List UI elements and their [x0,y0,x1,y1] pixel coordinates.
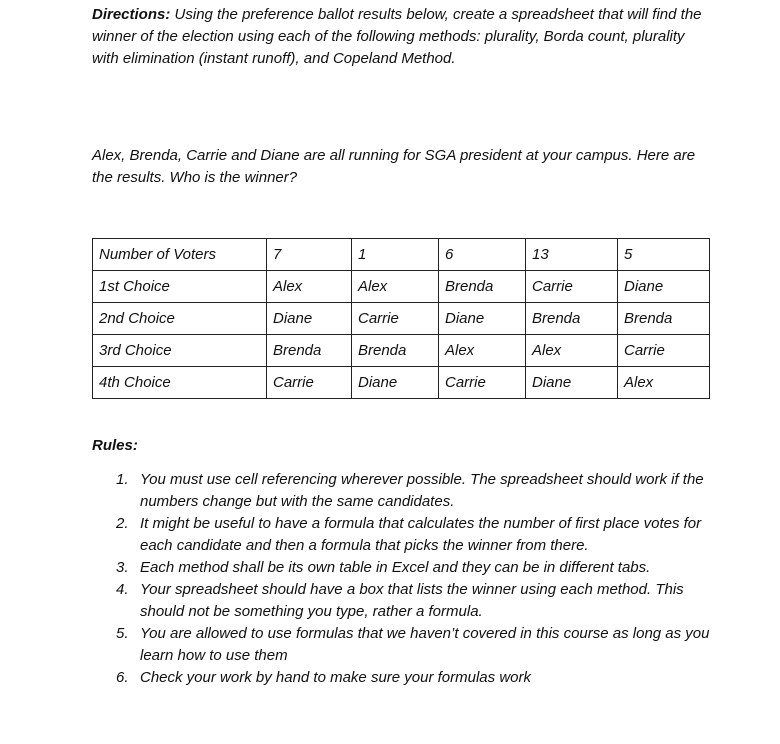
table-cell: 1 [352,239,439,271]
directions-paragraph [92,4,702,70]
table-cell: Carrie [526,271,618,303]
table-cell: 4th Choice [93,367,267,399]
table-cell: 1st Choice [93,271,267,303]
table-cell: Alex [439,335,526,367]
table-cell: Brenda [618,303,710,335]
table-cell: Brenda [352,335,439,367]
table-cell: Diane [439,303,526,335]
table-cell: Carrie [439,367,526,399]
directions-label: Directions: [92,6,171,23]
table-cell: Carrie [352,303,439,335]
list-text: It might be useful to have a formula that calculates the number of first place votes for each candidate and then a formula that picks the winner from there. [140,515,702,554]
table-cell: Brenda [439,271,526,303]
table-cell: Alex [618,367,710,399]
table-cell: Carrie [618,335,710,367]
list-item [92,623,732,667]
intro-paragraph: Alex, Brenda, Carrie and Diane are all running for SGA president at your campus. Here are the results. Who is the winner? [92,147,696,186]
list-text: Your spreadsheet should have a box that lists the winner using each method. This should not be something you type, rather a formula. [140,581,684,620]
table-cell: 6 [439,239,526,271]
rules-list [92,469,732,689]
table-cell: Alex [526,335,618,367]
list-item [92,557,732,579]
list-item [92,469,732,513]
table-row-4th-choice [93,367,710,399]
table-cell: Diane [267,303,352,335]
table-cell: 13 [526,239,618,271]
rules-heading: Rules: [92,437,138,454]
table-cell: Diane [526,367,618,399]
table-cell: 3rd Choice [93,335,267,367]
table-cell: Carrie [267,367,352,399]
list-number: 5. [116,625,129,642]
table-cell: Number of Voters [93,239,267,271]
table-cell: 2nd Choice [93,303,267,335]
table-row-1st-choice [93,271,710,303]
table-row-voters [93,239,710,271]
table-row-2nd-choice [93,303,710,335]
preference-ballot-table [92,238,710,399]
table-cell: Brenda [267,335,352,367]
table-cell: Diane [352,367,439,399]
list-item [92,579,732,623]
table-cell: Brenda [526,303,618,335]
table-cell: Diane [618,271,710,303]
list-number: 1. [116,471,129,488]
list-text: Check your work by hand to make sure your formulas work [140,669,531,686]
list-text: You are allowed to use formulas that we haven’t covered in this course as long as you learn how to use them [140,625,710,664]
list-number: 3. [116,559,129,576]
list-text: Each method shall be its own table in Excel and they can be in different tabs. [140,559,651,576]
document-page [92,4,732,686]
list-number: 2. [116,515,129,532]
list-number: 4. [116,581,129,598]
table-row-3rd-choice [93,335,710,367]
table-cell: Alex [267,271,352,303]
list-item [92,667,732,689]
list-text: You must use cell referencing wherever possible. The spreadsheet should work if the numbers change but with the same candidates. [140,471,704,510]
table-cell: 5 [618,239,710,271]
list-number: 6. [116,669,129,686]
table-cell: 7 [267,239,352,271]
directions-text: Using the preference ballot results below, create a spreadsheet that will find the winner of the election using each of the following methods: plurality, Borda count, plurality with elimination (instant runoff), and Copeland Method. [92,6,702,67]
table-cell: Alex [352,271,439,303]
list-item [92,513,732,557]
